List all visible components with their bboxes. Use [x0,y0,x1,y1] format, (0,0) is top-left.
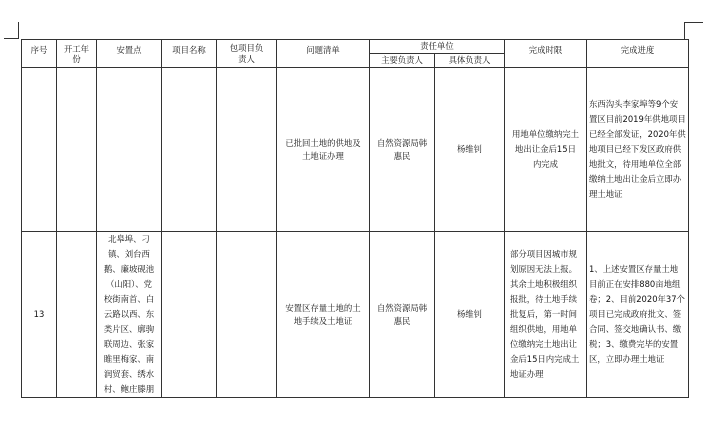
header-resp-unit: 责任单位 [370,40,505,54]
deadline-text: 部分项目因城市规划原因无法上报。其余土地积极组织报批，待土地手续批复后，第一时间组织供地，用地单位缴纳完土地出让金后15日内完成土地证办理 [510,249,580,379]
issue-text: 已批回土地的供地及土地证办理 [285,137,361,161]
cell-deadline [505,232,587,398]
crop-mark-top-left [4,22,19,39]
cell-seq [22,68,57,232]
cell-main-resp [370,232,435,398]
cell-main-resp [370,68,435,232]
header-row [22,40,689,54]
header-year: 开工年份 [57,40,97,68]
cell-site [97,232,162,398]
rectification-task-table [21,39,689,398]
cell-progress [587,68,689,232]
cell-project-name [162,68,217,232]
header-progress: 完成进度 [587,40,689,68]
header-owner: 包项目负责人 [217,40,277,68]
cell-progress [587,232,689,398]
header-specific-resp: 具体负责人 [435,54,505,68]
header-issue: 问题清单 [277,40,370,68]
header-deadline: 完成时限 [505,40,587,68]
progress-text: 1、上述安置区存量土地目前正在安排880亩地组卷；2、目前2020年37个项目已完成政府批文、签合同、签交地确认书、缴税；3、缴费完毕的安置区，立即办理土地证 [589,264,685,364]
cell-owner [217,68,277,232]
header-main-resp: 主要负责人 [370,54,435,68]
cell-project-name [162,232,217,398]
crop-mark-top-right [684,22,703,39]
main-resp-text: 自然资源局韩惠民 [376,137,428,161]
site-text: 北皋埠、刁镇、刘台西鹅、廉坡砚池（山阳）、党校街南首、白云路以西、东类片区、廓驹联周边、张家睢里梅家、南润贸套、绣水村、鲍庄滕朋 [103,234,155,394]
cell-deadline [505,68,587,232]
table-row [22,68,689,232]
deadline-text: 用地单位缴纳完土地出让金后15日内完成 [512,129,579,169]
table-row [22,232,689,398]
cell-owner [217,232,277,398]
cell-year [57,68,97,232]
cell-specific-resp: 杨维钊 [435,232,505,398]
cell-year [57,232,97,398]
cell-issue [277,68,370,232]
cell-seq: 13 [22,232,57,398]
main-resp-text: 自然资源局韩惠民 [376,302,428,326]
cell-specific-resp: 杨维钊 [435,68,505,232]
header-seq: 序号 [22,40,57,68]
cell-issue [277,232,370,398]
header-site: 安置点 [97,40,162,68]
cell-site [97,68,162,232]
issue-text: 安置区存量土地的土地手续及土地证 [285,302,361,326]
progress-text: 东西沟头李家埠等9个安置区目前2019年供地项目已经全部发证，2020年供地项目已经下发区政府供地批文，待用地单位全部缴纳土地出让金后立即办理土地证 [589,99,686,199]
header-project-name: 项目名称 [162,40,217,68]
